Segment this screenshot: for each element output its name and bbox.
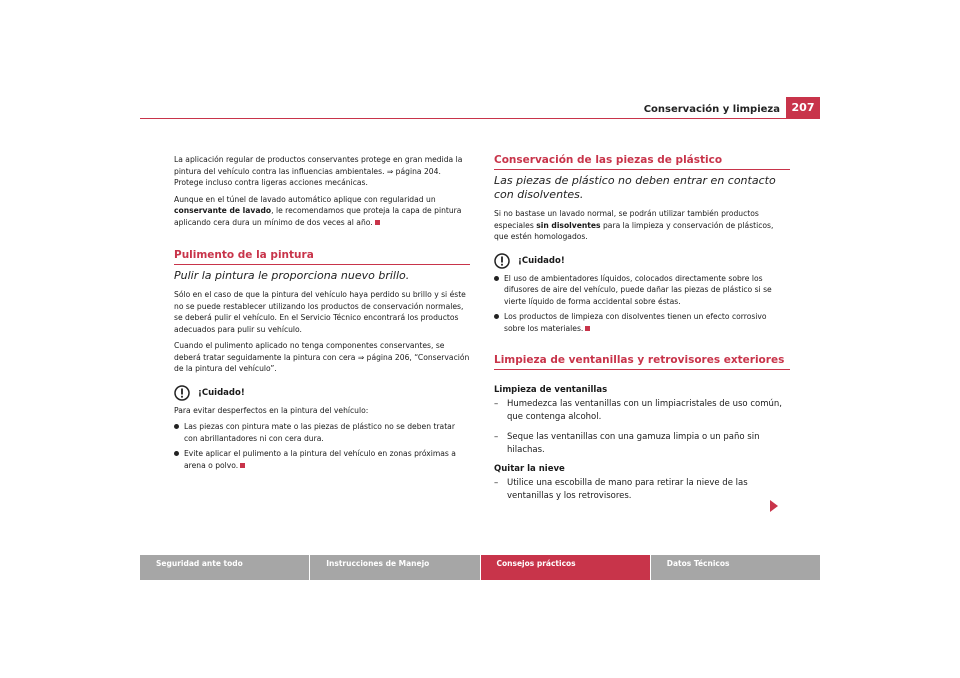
- caution-bullet: Las piezas con pintura mate o las piezas de plástico no se deben tratar con abrillantadores ni con cera dura.: [174, 421, 470, 444]
- intro-paragraph: La aplicación regular de productos conservantes protege en gran medida la pintura del vehículo contra las influencias ambientales. ⇒ página 204. Protege incluso contra ligeras acciones mecánicas.: [174, 155, 463, 187]
- body-paragraph: Cuando el pulimento aplicado no tenga componentes conservantes, se deberá tratar seguidamente la pintura con cera ⇒ página 206, “Conservación de la pintura del vehículo”.: [174, 341, 470, 373]
- section-title-ventanillas: Limpieza de ventanillas y retrovisores exteriores: [494, 354, 790, 370]
- left-column: [174, 154, 470, 475]
- running-header-title: Conservación y limpieza: [643, 104, 780, 115]
- caution-title: ¡Cuidado!: [518, 255, 565, 266]
- procedure-step: – Utilice una escobilla de mano para retirar la nieve de las ventanillas y los retrovisores.: [494, 478, 748, 501]
- section-title-plastico: Conservación de las piezas de plástico: [494, 154, 790, 170]
- caution-bullet: Los productos de limpieza con disolventes tienen un efecto corrosivo sobre los materiales.: [494, 311, 790, 334]
- header-divider: [140, 118, 820, 119]
- caution-intro: Para evitar desperfectos en la pintura del vehículo:: [174, 405, 369, 415]
- caution-header: [174, 385, 470, 401]
- caution-bullet: Evite aplicar el pulimento a la pintura del vehículo en zonas próximas a arena o polvo.: [174, 448, 470, 471]
- section-end-marker: [375, 220, 380, 225]
- subheading-nieve: Quitar la nieve: [494, 464, 565, 474]
- section-end-marker: [240, 463, 245, 468]
- procedure-step: – Seque las ventanillas con una gamuza limpia o un paño sin hilachas.: [494, 432, 760, 455]
- bullet-icon: [494, 314, 499, 319]
- bullet-icon: [174, 451, 179, 456]
- right-column: [494, 154, 790, 510]
- procedure-step: – Humedezca las ventanillas con un limpiacristales de uso común, que contenga alcohol.: [494, 399, 782, 422]
- footer-tab-instrucciones[interactable]: Instrucciones de Manejo: [310, 555, 480, 580]
- section-end-marker: [585, 326, 590, 331]
- intro-paragraph-2: Aunque en el túnel de lavado automático aplique con regularidad un conservante de lavado, le recomendamos que proteja la capa de pintura aplicando cera dura un mínimo de dos veces al año.: [174, 194, 462, 227]
- footer-tab-consejos[interactable]: Consejos prácticos: [481, 555, 651, 580]
- subheading-limpieza: Limpieza de ventanillas: [494, 385, 608, 395]
- bullet-icon: [494, 276, 499, 281]
- page-number: 207: [786, 97, 820, 119]
- caution-icon: [494, 253, 510, 269]
- footer-tab-datos[interactable]: Datos Técnicos: [651, 555, 820, 580]
- caution-bullet: El uso de ambientadores líquidos, colocados directamente sobre los difusores de aire del vehículo, puede dañar las piezas de plástico si se vierte líquido de forma accidental sobre éstas.: [494, 273, 790, 308]
- body-paragraph: Si no bastase un lavado normal, se podrán utilizar también productos especiales sin disolventes para la limpieza y conservación de plásticos, que estén homologados.: [494, 209, 774, 241]
- bullet-icon: [174, 424, 179, 429]
- section-subtitle-pulimento: Pulir la pintura le proporciona nuevo brillo.: [174, 269, 410, 282]
- body-paragraph: Sólo en el caso de que la pintura del vehículo haya perdido su brillo y si éste no se puede restablecer utilizando los productos de conservación normales, se deberá pulir el vehículo. En el Servicio Técnico encontrará los productos adecuados para pulir su vehículo.: [174, 290, 466, 334]
- section-subtitle-plastico: Las piezas de plástico no deben entrar en contacto con disolventes.: [494, 174, 776, 201]
- section-title-pulimento: Pulimento de la pintura: [174, 249, 470, 265]
- footer-nav: [140, 555, 820, 580]
- footer-tab-seguridad[interactable]: Seguridad ante todo: [140, 555, 310, 580]
- caution-icon: [174, 385, 190, 401]
- continue-arrow-icon: [770, 500, 778, 512]
- caution-header: [494, 253, 790, 269]
- caution-title: ¡Cuidado!: [198, 387, 245, 398]
